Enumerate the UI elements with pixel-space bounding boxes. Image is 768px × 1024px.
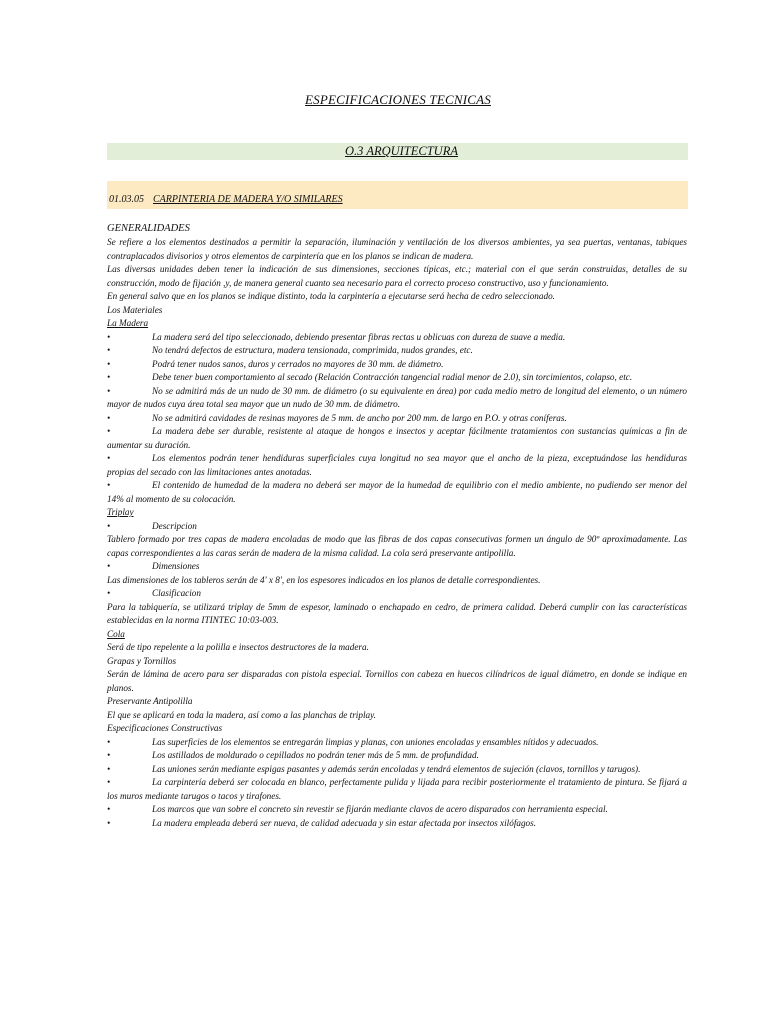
bullet: • — [107, 385, 111, 396]
bullet: • — [107, 777, 111, 787]
list-item-text: La madera debe ser durable, resistente al ataque de hongos e insectos y aceptar fácilmente tratamientos con sustancias químicas a fin de aumentar su duración. — [107, 426, 687, 450]
list-item-text: No se admitirá más de un nudo de 30 mm. de diámetro (o su equivalente en área) por cada medio metro de longitud del elemento, o un número mayor de nudos cuya área total sea mayor que un nudo de 30 mm. de diámetro. — [107, 385, 687, 409]
subsection-code: 01.03.05 — [109, 194, 144, 205]
bullet: • — [107, 588, 111, 598]
subsection-band — [107, 181, 688, 209]
bullet: • — [107, 372, 111, 382]
preservante-heading: Preservante Antipolilla — [107, 696, 193, 706]
list-item-text: No tendrá defectos de estructura, madera tensionada, comprimida, nudos grandes, etc. — [152, 345, 473, 355]
paragraph: Serán de lámina de acero para ser disparadas con pistola especial. Tornillos con cabeza en huecos cilíndricos de igual diámetro, en donde se indique en planos. — [107, 669, 687, 693]
grapas-heading: Grapas y Tornillos — [107, 655, 177, 666]
list-item — [107, 344, 687, 358]
list-item-text: Debe tener buen comportamiento al secado (Relación Contracción tangencial radial menor de 2.0), sin torcimientos, colapso, etc. — [152, 372, 633, 382]
especificaciones-heading: Especificaciones Constructivas — [107, 723, 223, 733]
list-item — [107, 371, 687, 385]
list-item — [107, 587, 687, 601]
dimensiones-label: Dimensiones — [152, 561, 200, 571]
list-item — [107, 763, 687, 777]
list-item-text: Los marcos que van sobre el concreto sin revestir se fijarán mediante clavos de acero disparados con herramienta especial. — [152, 804, 608, 814]
descripcion-label: Descripcion — [152, 520, 197, 531]
list-item-text: No se admitirá cavidades de resinas mayores de 5 mm. de ancho por 200 mm. de largo en P.O. y otras coníferas. — [152, 412, 567, 423]
materiales-heading: Los Materiales — [107, 304, 163, 315]
bullet: • — [107, 750, 111, 760]
list-item-text: La madera empleada deberá ser nueva, de calidad adecuada y sin estar afectada por insectos xilófagos. — [152, 817, 537, 828]
list-item — [107, 452, 687, 479]
list-item-text: La madera será del tipo seleccionado, debiendo presentar fibras rectas u oblicuas con dureza de suave a media. — [152, 331, 566, 342]
bullet: • — [107, 804, 111, 814]
list-item-text: El contenido de humedad de la madera no deberá ser mayor de la humedad de equilibrio con el medio ambiente, no pudiendo ser menor del 14% al momento de su colocación. — [107, 480, 687, 504]
list-item — [107, 412, 687, 426]
section-title: O.3 ARQUITECTURA — [345, 144, 458, 158]
list-item — [107, 331, 687, 345]
madera-heading: La Madera — [107, 318, 149, 328]
paragraph: Tablero formado por tres capas de madera encoladas de modo que las fibras de dos capas consecutivas formen un ángulo de 90º aproximadamente. Las capas correspondientes a las caras serán de madera de la misma calidad. La cola será preservante antipolilla. — [107, 534, 687, 558]
bullet: • — [107, 736, 111, 747]
list-item-text: Los elementos podrán tener hendiduras superficiales cuya longitud no sea mayor que el ancho de la pieza, exceptuándose las hendiduras propias del secado con las limitaciones antes anotadas. — [107, 453, 687, 477]
list-item — [107, 358, 687, 372]
generalidades-heading: GENERALIDADES — [107, 223, 190, 234]
bullet: • — [107, 763, 111, 774]
cola-heading: Cola — [107, 628, 125, 639]
paragraph: El que se aplicará en toda la madera, así como a las planchas de triplay. — [107, 709, 376, 720]
list-item — [107, 560, 687, 574]
list-item-text: La carpintería deberá ser colocada en blanco, perfectamente pulida y lijada para recibir posteriormente el tratamiento de pintura. Se fijará a los muros mediante tarugos o tacos y tirafones. — [107, 777, 687, 801]
document-body — [107, 222, 687, 830]
subsection-title: CARPINTERIA DE MADERA Y/O SIMILARES — [153, 194, 343, 205]
bullet: • — [107, 345, 111, 355]
paragraph: En general salvo que en los planos se indique distinto, toda la carpintería a ejecutarse será hecha de cedro seleccionado. — [107, 291, 555, 301]
document-title: ESPECIFICACIONES TECNICAS — [305, 92, 491, 107]
list-item — [107, 520, 687, 534]
paragraph: Será de tipo repelente a la polilla e insectos destructores de la madera. — [107, 642, 369, 652]
bullet: • — [107, 817, 111, 828]
list-item-text: Podrá tener nudos sanos, duros y cerrados no mayores de 30 mm. de diámetro. — [152, 358, 444, 369]
paragraph: Las dimensiones de los tableros serán de 4' x 8', en los espesores indicados en los planos de detalle correspondientes. — [107, 574, 541, 585]
list-item — [107, 749, 687, 763]
bullet: • — [107, 480, 111, 490]
paragraph: Se refiere a los elementos destinados a permitir la separación, iluminación y ventilación de los diversos ambientes, ya sea puertas, ventanas, tabiques contraplacados divisorios y otros elementos de carpintería que en los planos se indican de madera. — [107, 237, 687, 261]
bullet: • — [107, 453, 111, 463]
paragraph: Para la tabiquería, se utilizará triplay de 5mm de espesor, laminado o enchapado en cedro, de primera calidad. Deberá cumplir con las características establecidas en la norma ITINTEC 10:03-003. — [107, 601, 687, 625]
list-item — [107, 425, 687, 452]
list-item — [107, 803, 687, 817]
list-item-text: Los astillados de moldurado o cepillados no podrán tener más de 5 mm. de profundidad. — [152, 750, 479, 760]
bullet: • — [107, 358, 111, 369]
list-item-text: Las superficies de los elementos se entregarán limpias y planas, con uniones encoladas y ensambles nítidos y adecuados. — [152, 736, 599, 747]
paragraph: Las diversas unidades deben tener la indicación de sus dimensiones, secciones típicas, etc.; material con el que serán construidas, detalles de su construcción, modo de fijación ,y, de manera general cuanto sea necesario para el correcto proceso constructivo, uso y funcionamiento. — [107, 264, 687, 288]
section-band — [107, 143, 688, 160]
list-item — [107, 817, 687, 831]
bullet: • — [107, 561, 111, 571]
especificaciones-list — [107, 736, 687, 831]
triplay-heading: Triplay — [107, 507, 134, 517]
list-item — [107, 736, 687, 750]
list-item — [107, 479, 687, 506]
list-item — [107, 385, 687, 412]
list-item — [107, 776, 687, 803]
bullet: • — [107, 520, 111, 531]
madera-list — [107, 331, 687, 507]
bullet: • — [107, 426, 111, 436]
clasificacion-label: Clasificacion — [152, 588, 201, 598]
list-item-text: Las uniones serán mediante espigas pasantes y además serán encoladas y tendrá elementos de sujeción (clavos, tornillos y tarugos). — [152, 763, 641, 774]
bullet: • — [107, 412, 111, 423]
bullet: • — [107, 331, 111, 342]
